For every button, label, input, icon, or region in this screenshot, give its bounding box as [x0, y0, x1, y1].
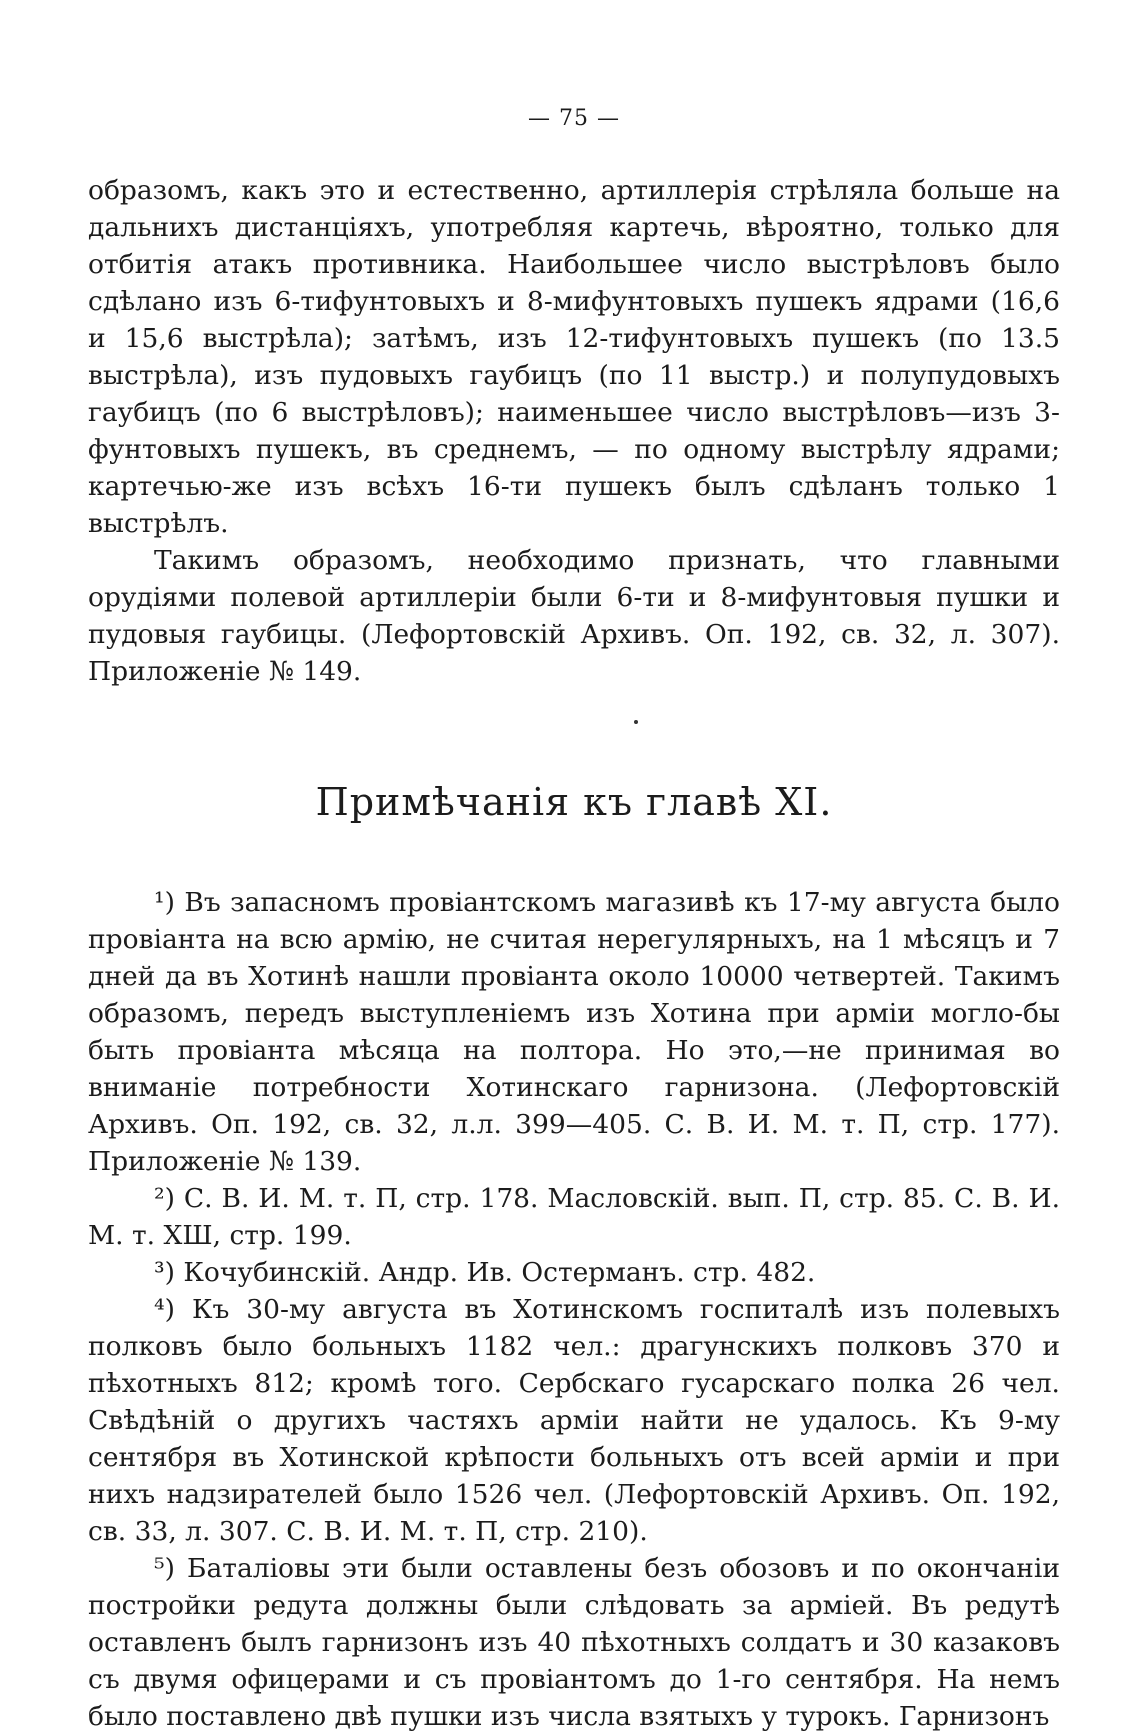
paragraph-1: образомъ, какъ это и естественно, артиллерія стрѣляла больше на дальнихъ дистанціяхъ, употребляя картечь, вѣроятно, только для отбитія атакъ противника. Наибольшее число выстрѣловъ было сдѣлано изъ 6-тифунтовыхъ и 8-мифунтовыхъ пушекъ ядрами (16,6 и 15,6 выстрѣла); затѣмъ, изъ 12-тифунтовыхъ пушекъ (по 13.5 выстрѣла), изъ пудовыхъ гаубицъ (по 11 выстр.) и полупудовыхъ гаубицъ (по 6 выстрѣловъ); наименьшее число выстрѣловъ—изъ 3-фунтовыхъ пушекъ, въ среднемъ, — по одному выстрѣлу ядрами; картечью-же изъ всѣхъ 16-ти пушекъ былъ сдѣланъ только 1 выстрѣлъ.: [88, 175, 1060, 539]
note-5: [88, 1550, 1060, 1735]
note-marker: ⁴): [154, 1294, 175, 1325]
note-marker: ³): [154, 1257, 175, 1288]
note-text: С. В. И. М. т. П, стр. 178. Масловскій. вып. П, стр. 85. С. В. И. М. т. XШ, стр. 199.: [88, 1183, 1060, 1251]
page-number: — 75 —: [528, 106, 620, 131]
note-text: Кочубинскій. Андр. Ив. Остерманъ. стр. 482.: [183, 1257, 816, 1288]
note-2: [88, 1180, 1060, 1254]
note-text: Въ запасномъ провіантскомъ магазивѣ къ 17-му августа было провіанта на всю армію, не считая нерегулярныхъ, на 1 мѣсяцъ и 7 дней да въ Хотинѣ нашли провіанта около 10000 четвертей. Такимъ образомъ, передъ выступленіемъ изъ Хотина при арміи могло-бы быть провіанта мѣсяца на полтора. Но это,—не принимая во вниманіе потребности Хотинскаго гарнизона. (Лефортовскій Архивъ. Оп. 192, св. 32, л.л. 399—405. С. В. И. М. т. П, стр. 177). Приложеніе № 139.: [88, 887, 1060, 1177]
print-speck: [634, 720, 638, 724]
note-4: [88, 1291, 1060, 1550]
note-text: Баталіовы эти были оставлены безъ обозовъ и по окончаніи постройки редута должны были слѣдовать за арміей. Въ редутѣ оставленъ былъ гарнизонъ изъ 40 пѣхотныхъ солдатъ и 30 казаковъ съ двумя офицерами и съ провіантомъ до 1-го сентября. На немъ было поставлено двѣ пушки изъ числа взятыхъ у турокъ. Гарнизонъ: [88, 1553, 1060, 1732]
note-marker: ¹): [154, 887, 175, 918]
note-text: Къ 30-му августа въ Хотинскомъ госпиталѣ изъ полевыхъ полковъ было больныхъ 1182 чел.: драгунскихъ полковъ 370 и пѣхотныхъ 812; кромѣ того. Сербскаго гусарскаго полка 26 чел. Свѣдѣній о другихъ частяхъ арміи найти не удалось. Къ 9-му сентября въ Хотинской крѣпости больныхъ отъ всей арміи и при нихъ надзирателей было 1526 чел. (Лефортовскій Архивъ. Оп. 192, св. 33, л. 307. С. В. И. М. т. П, стр. 210).: [88, 1294, 1060, 1547]
note-marker: ²): [154, 1183, 175, 1214]
note-1: [88, 884, 1060, 1180]
note-marker: ⁵): [154, 1553, 175, 1584]
paragraph-2: Такимъ образомъ, необходимо признать, что главными орудіями полевой артиллеріи были 6-ти и 8-мифунтовыя пушки и пудовыя гаубицы. (Лефортовскій Архивъ. Оп. 192, св. 32, л. 307). Приложеніе № 149.: [88, 545, 1060, 687]
note-3: [88, 1254, 1060, 1291]
chapter-notes-heading: Примѣчанія къ главѣ XI.: [315, 780, 833, 824]
main-text: [88, 172, 1060, 690]
notes-list: [88, 884, 1060, 1735]
